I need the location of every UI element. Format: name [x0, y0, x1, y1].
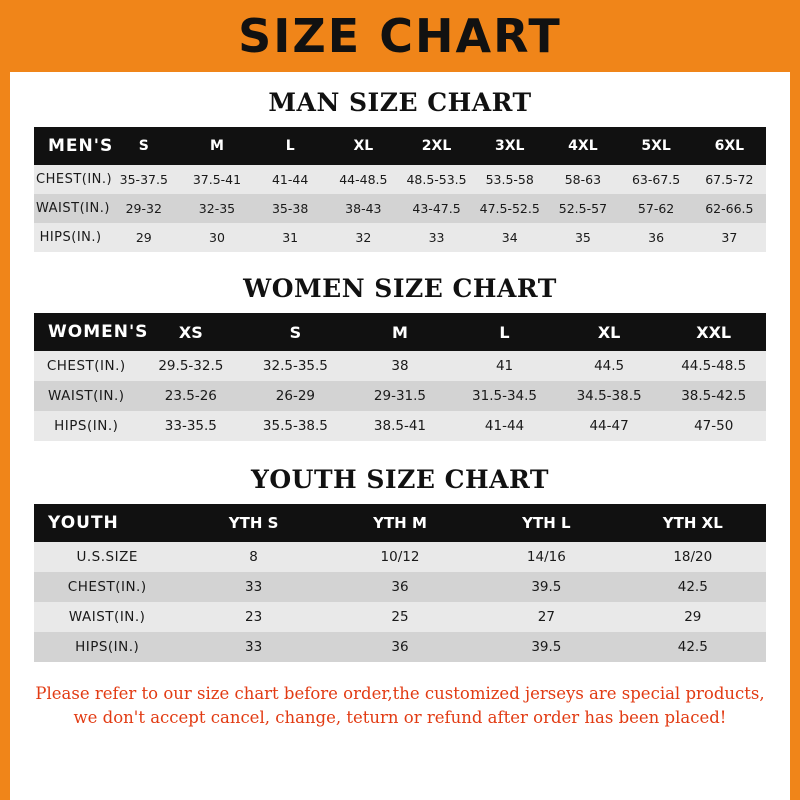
women-header-cell: S	[289, 322, 302, 342]
table-cell: 41-44	[484, 418, 525, 434]
men-size-table	[34, 127, 766, 252]
men-header-cell: 2XL	[421, 138, 452, 154]
men-header-cell: M	[210, 138, 224, 154]
page-title: SIZE CHART	[238, 9, 562, 63]
table-cell: 27	[537, 609, 555, 625]
row-label: WAIST(IN.)	[48, 388, 125, 404]
table-cell: 32	[355, 230, 372, 245]
table-cell: 26-29	[275, 388, 316, 404]
table-cell: 67.5-72	[705, 172, 754, 187]
table-cell: 37	[721, 230, 738, 245]
table-cell: 23.5-26	[164, 388, 217, 404]
table-cell: 38.5-41	[373, 418, 427, 434]
table-cell: 39.5	[531, 579, 562, 595]
row-label: CHEST(IN.)	[36, 172, 113, 187]
table-cell: 53.5-58	[485, 172, 534, 187]
table-cell: 47.5-52.5	[479, 201, 540, 216]
youth-header-cell: YTH XL	[662, 514, 723, 532]
table-cell: 23	[244, 609, 263, 625]
table-cell: 47-50	[694, 418, 734, 434]
men-header-cell: XL	[353, 138, 374, 154]
table-cell: 38-43	[345, 201, 382, 216]
women-section	[10, 274, 790, 441]
row-label: WAIST(IN.)	[36, 201, 110, 216]
women-header-cell: XXL	[696, 322, 732, 342]
table-cell: 33	[428, 230, 445, 245]
note-line-1: Please refer to our size chart before order,the customized jerseys are special products,	[35, 684, 765, 703]
table-row	[34, 194, 766, 223]
table-cell: 36	[391, 639, 409, 655]
table-cell: 36	[391, 579, 409, 595]
table-cell: 39.5	[531, 639, 562, 655]
table-cell: 36	[648, 230, 665, 245]
table-cell: 33-35.5	[164, 418, 217, 434]
table-cell: 29-31.5	[373, 388, 427, 404]
table-cell: 18/20	[673, 549, 713, 565]
table-cell: 31.5-34.5	[472, 388, 538, 404]
table-cell: 29-32	[125, 201, 162, 216]
men-header-cell: 6XL	[714, 138, 745, 154]
table-cell: 35	[574, 230, 591, 245]
men-header-cell: L	[285, 138, 295, 154]
men-header-cell: 3XL	[494, 138, 525, 154]
women-header-cell: XL	[597, 322, 621, 342]
men-section	[10, 88, 790, 252]
women-header-cell: L	[499, 322, 510, 342]
table-row	[34, 411, 766, 441]
men-header-cell: MEN'S	[48, 136, 114, 156]
youth-section-title: YOUTH SIZE CHART	[251, 465, 549, 494]
table-cell: 42.5	[677, 579, 708, 595]
table-cell: 38.5-42.5	[681, 388, 747, 404]
row-label: HIPS(IN.)	[54, 418, 119, 434]
table-cell: 35-38	[271, 201, 309, 216]
women-table-body	[34, 351, 766, 441]
table-cell: 34	[501, 230, 518, 245]
row-label: CHEST(IN.)	[46, 358, 126, 374]
women-size-table	[34, 313, 766, 441]
table-cell: 42.5	[677, 639, 708, 655]
table-cell: 35.5-38.5	[262, 418, 328, 434]
men-header-cell: S	[138, 138, 149, 154]
row-label: WAIST(IN.)	[68, 609, 146, 625]
table-cell: 48.5-53.5	[406, 172, 467, 187]
youth-table-header	[34, 504, 766, 542]
table-cell: 31	[282, 230, 299, 245]
women-table-header	[34, 313, 766, 351]
women-header-cell: M	[392, 322, 408, 342]
page-banner	[0, 0, 800, 72]
table-cell: 33	[244, 579, 263, 595]
table-cell: 32.5-35.5	[262, 358, 328, 374]
table-cell: 52.5-57	[558, 201, 608, 216]
table-row	[34, 381, 766, 411]
order-policy-note	[10, 682, 790, 730]
table-cell: 41	[495, 358, 514, 374]
table-cell: 57-62	[637, 201, 675, 216]
table-cell: 14/16	[526, 549, 566, 565]
table-cell: 44.5	[594, 358, 625, 374]
table-cell: 44-48.5	[339, 172, 388, 187]
youth-header-cell: YTH M	[373, 514, 427, 532]
table-cell: 38	[391, 358, 409, 374]
table-cell: 58-63	[564, 172, 602, 187]
table-cell: 41-44	[271, 172, 309, 187]
table-cell: 63-67.5	[631, 172, 681, 187]
table-row	[34, 223, 766, 252]
men-header-cell: 4XL	[568, 138, 598, 154]
women-header-cell: WOMEN'S	[48, 322, 149, 342]
table-cell: 29	[684, 609, 702, 625]
table-row	[34, 602, 766, 632]
table-header-row	[34, 313, 766, 351]
row-label: CHEST(IN.)	[67, 579, 147, 595]
table-cell: 35-37.5	[119, 172, 168, 187]
row-label: HIPS(IN.)	[75, 639, 140, 655]
table-cell: 25	[391, 609, 409, 625]
youth-header-cell: YTH S	[228, 514, 279, 532]
youth-section	[10, 465, 790, 662]
table-cell: 10/12	[380, 549, 420, 565]
table-header-row	[34, 127, 766, 165]
table-cell: 32-35	[198, 201, 236, 216]
table-cell: 44.5-48.5	[681, 358, 747, 374]
table-row	[34, 572, 766, 602]
table-row	[34, 165, 766, 194]
table-header-row	[34, 504, 766, 542]
table-cell: 8	[249, 549, 258, 565]
note-line-2: we don't accept cancel, change, teturn or refund after order has been placed!	[73, 707, 727, 727]
table-cell: 30	[209, 230, 225, 245]
women-section-title: WOMEN SIZE CHART	[243, 274, 557, 303]
youth-table-body	[34, 542, 766, 662]
table-row	[34, 351, 766, 381]
row-label: U.S.SIZE	[76, 549, 138, 565]
table-cell: 62-66.5	[705, 201, 754, 216]
men-table-header	[34, 127, 766, 165]
youth-header-cell: YTH L	[522, 514, 571, 532]
youth-size-table	[34, 504, 766, 662]
table-cell: 34.5-38.5	[576, 388, 642, 404]
table-cell: 37.5-41	[192, 172, 242, 187]
table-row	[34, 542, 766, 572]
youth-header-cell: YOUTH	[48, 513, 119, 533]
table-cell: 29.5-32.5	[158, 358, 224, 374]
table-cell: 44-47	[589, 418, 629, 434]
row-label: HIPS(IN.)	[39, 230, 102, 245]
table-cell: 43-47.5	[412, 201, 461, 216]
women-header-cell: XS	[178, 322, 203, 342]
men-table-body	[34, 165, 766, 252]
men-section-title: MAN SIZE CHART	[268, 88, 532, 117]
table-row	[34, 632, 766, 662]
table-cell: 29	[135, 230, 152, 245]
men-header-cell: 5XL	[641, 138, 671, 154]
table-cell: 33	[244, 639, 263, 655]
